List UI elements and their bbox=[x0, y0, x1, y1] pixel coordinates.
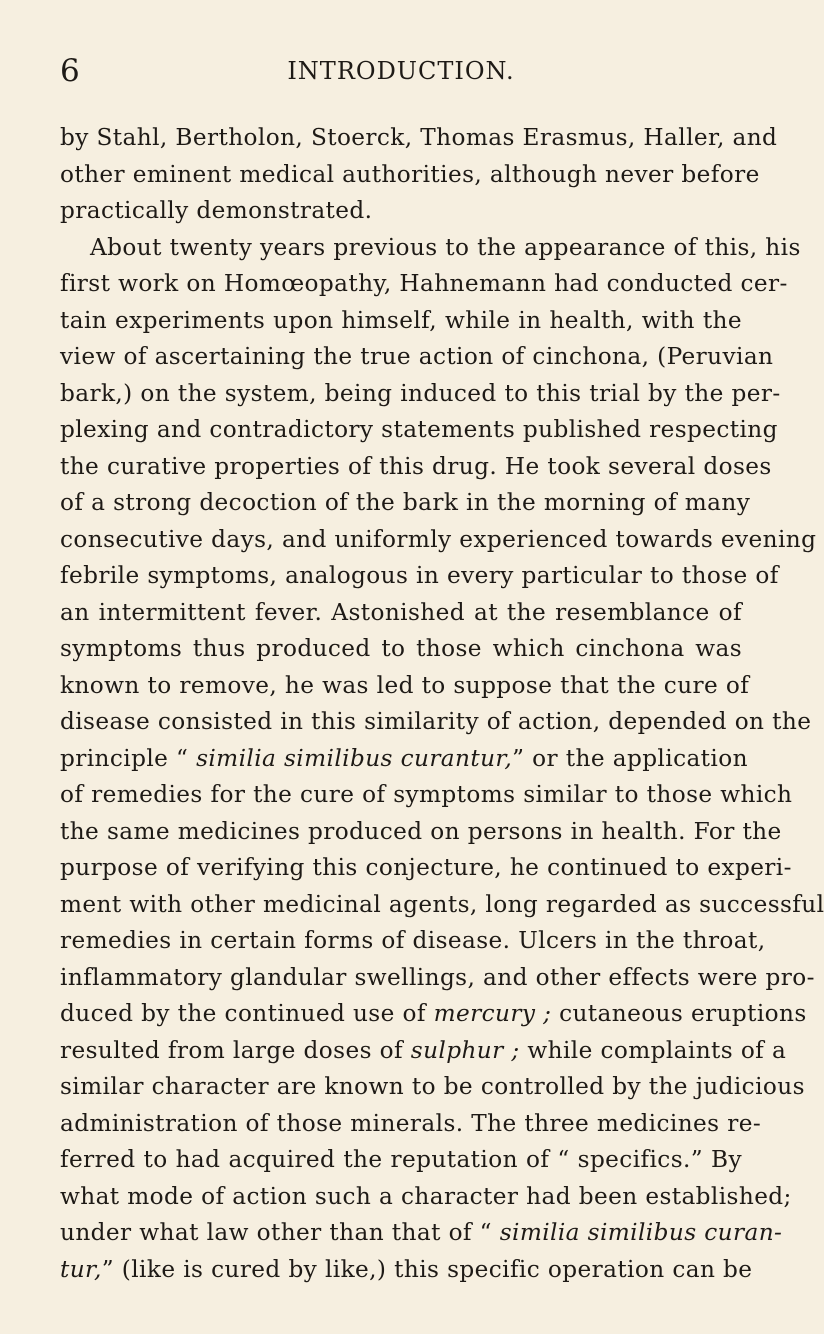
text-segment: ” (like is cured by like,) this specific operation can be bbox=[101, 1255, 753, 1283]
text-segment: view of ascertaining the true action of cinchona, (Peruvian bbox=[60, 343, 774, 370]
text-line bbox=[60, 157, 760, 194]
text-segment: principle “ bbox=[60, 744, 197, 772]
text-line bbox=[60, 1106, 762, 1143]
text-segment: other eminent medical authorities, although never before bbox=[60, 160, 760, 188]
text-segment: remedies in certain forms of disease. Ulcers in the throat, bbox=[60, 927, 766, 954]
text-segment: practically demonstrated. bbox=[60, 197, 373, 224]
text-segment: plexing and contradictory statements published respecting bbox=[60, 416, 778, 443]
text-line bbox=[60, 558, 779, 595]
text-segment: administration of those minerals. The three medicines re- bbox=[60, 1109, 762, 1137]
body-text bbox=[60, 120, 824, 1288]
text-segment: consecutive days, and uniformly experienced towards evening bbox=[60, 525, 817, 553]
running-head: INTRODUCTION. bbox=[287, 57, 515, 85]
text-segment: tain experiments upon himself, while in health, with the bbox=[60, 306, 742, 334]
text-line bbox=[60, 814, 782, 851]
text-segment: ment with other medicinal agents, long regarded as successful bbox=[60, 890, 824, 918]
italic-text: similia similibus curan- bbox=[499, 1219, 783, 1246]
text-segment: symptoms thus produced to those which cinchona was bbox=[60, 635, 742, 662]
text-line bbox=[60, 303, 742, 340]
text-line bbox=[60, 631, 742, 668]
text-line bbox=[60, 1179, 792, 1216]
text-line bbox=[60, 741, 748, 778]
text-segment: by Stahl, Bertholon, Stoerck, Thomas Erasmus, Haller, and bbox=[60, 124, 778, 151]
text-segment: disease consisted in this similarity of action, depended on the bbox=[60, 708, 812, 735]
text-line bbox=[60, 230, 801, 267]
text-segment: resulted from large doses of bbox=[60, 1036, 411, 1064]
text-line bbox=[60, 923, 766, 960]
text-segment: an intermittent fever. Astonished at the resemblance of bbox=[60, 598, 742, 626]
text-line bbox=[60, 1215, 783, 1252]
text-segment: inflammatory glandular swellings, and other effects were pro- bbox=[60, 963, 815, 991]
italic-text: mercury ; bbox=[433, 1000, 552, 1027]
text-line bbox=[60, 376, 781, 413]
text-line bbox=[60, 412, 778, 449]
text-line bbox=[60, 485, 751, 522]
italic-text: sulphur ; bbox=[410, 1036, 520, 1064]
text-segment: the curative properties of this drug. He took several doses bbox=[60, 452, 772, 480]
text-line bbox=[60, 339, 774, 376]
text-line bbox=[60, 449, 772, 486]
text-line bbox=[60, 1033, 787, 1070]
text-line bbox=[60, 850, 792, 887]
text-line bbox=[60, 887, 824, 924]
italic-text: similia similibus curantur, bbox=[196, 744, 513, 772]
text-segment: the same medicines produced on persons in health. For the bbox=[60, 817, 782, 845]
text-line bbox=[60, 1069, 805, 1106]
text-segment: About twenty years previous to the appearance of this, his bbox=[90, 233, 801, 261]
text-line bbox=[60, 1142, 742, 1179]
text-line bbox=[60, 704, 812, 741]
text-segment: duced by the continued use of bbox=[60, 1000, 434, 1027]
text-segment: what mode of action such a character had been established; bbox=[60, 1182, 792, 1210]
text-segment: while complaints of a bbox=[519, 1036, 787, 1064]
text-segment: of remedies for the cure of symptoms similar to those which bbox=[60, 781, 793, 808]
text-line bbox=[60, 522, 817, 559]
text-segment: febrile symptoms, analogous in every particular to those of bbox=[60, 562, 779, 589]
text-line bbox=[60, 120, 778, 157]
text-segment: cutaneous eruptions bbox=[551, 1000, 807, 1027]
text-segment: first work on Homœopathy, Hahnemann had conducted cer- bbox=[60, 270, 788, 297]
text-segment: of a strong decoction of the bark in the morning of many bbox=[60, 489, 751, 516]
page-number: 6 bbox=[60, 53, 80, 89]
text-line bbox=[60, 777, 793, 814]
italic-text: tur, bbox=[60, 1255, 102, 1283]
text-segment: bark,) on the system, being induced to this trial by the per- bbox=[60, 379, 781, 407]
text-line bbox=[60, 595, 742, 632]
text-segment: similar character are known to be controlled by the judicious bbox=[60, 1073, 805, 1100]
text-segment: ferred to had acquired the reputation of “ specifics.” By bbox=[60, 1146, 742, 1173]
text-line bbox=[60, 960, 815, 997]
text-line bbox=[60, 266, 788, 303]
text-segment: under what law other than that of “ bbox=[60, 1219, 500, 1246]
text-line bbox=[60, 1252, 753, 1289]
text-segment: purpose of verifying this conjecture, he continued to experi- bbox=[60, 854, 792, 881]
page-header bbox=[60, 53, 742, 100]
text-line bbox=[60, 996, 807, 1033]
text-line bbox=[60, 193, 742, 230]
text-segment: ” or the application bbox=[512, 744, 748, 772]
text-segment: known to remove, he was led to suppose that the cure of bbox=[60, 671, 750, 699]
text-line bbox=[60, 668, 750, 705]
